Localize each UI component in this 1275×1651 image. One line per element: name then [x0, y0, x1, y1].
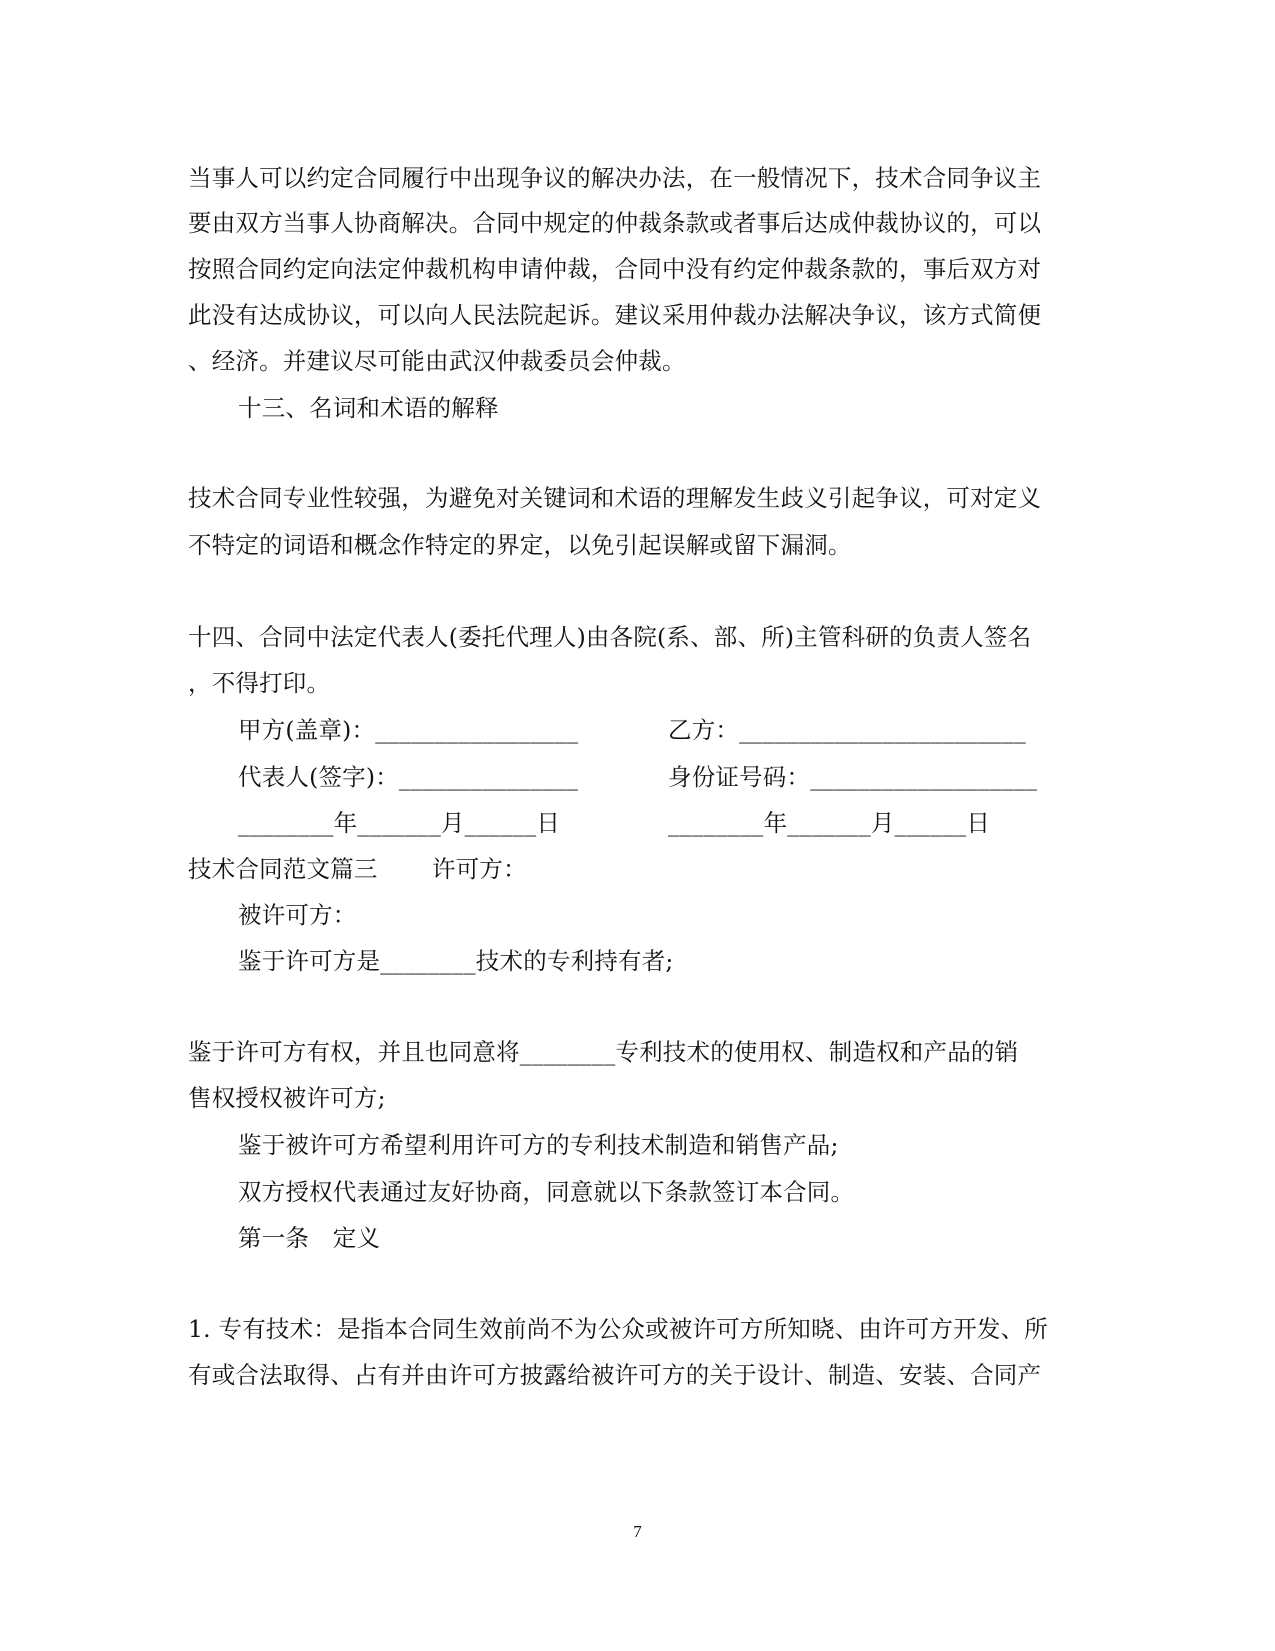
paragraph-line: 按照合同约定向法定仲裁机构申请仲裁，合同中没有约定仲裁条款的，事后双方对 [188, 255, 1042, 283]
signature-id-number: 身份证号码：___________________ [668, 763, 1038, 791]
paragraph-line: 技术合同专业性较强，为避免对关键词和术语的理解发生歧义引起争议，可对定义 [188, 484, 1042, 512]
paragraph-line: 不特定的词语和概念作特定的界定，以免引起误解或留下漏洞。 [188, 531, 852, 559]
section-heading-13: 十三、名词和术语的解释 [238, 394, 499, 422]
paragraph-line: 鉴于许可方有权，并且也同意将________专利技术的使用权、制造权和产品的销 [188, 1038, 1019, 1066]
licensee-label: 被许可方： [238, 901, 357, 929]
signature-party-a: 甲方(盖章)：_________________ [238, 716, 579, 744]
paragraph-line: 有或合法取得、占有并由许可方披露给被许可方的关于设计、制造、安装、合同产 [188, 1361, 1042, 1389]
signature-representative: 代表人(签字)：_______________ [238, 763, 579, 791]
paragraph-line: ，不得打印。 [188, 669, 331, 697]
paragraph-line: 、经济。并建议尽可能由武汉仲裁委员会仲裁。 [188, 347, 686, 375]
agreement-clause: 双方授权代表通过友好协商，同意就以下条款签订本合同。 [238, 1178, 855, 1206]
paragraph-line: 售权授权被许可方; [188, 1084, 386, 1112]
paragraph-line: 1. 专有技术：是指本合同生效前尚不为公众或被许可方所知晓、由许可方开发、所 [188, 1315, 1048, 1343]
signature-party-b: 乙方：________________________ [668, 716, 1026, 744]
paragraph-line: 此没有达成协议，可以向人民法院起诉。建议采用仲裁办法解决争议，该方式简便 [188, 301, 1042, 329]
section-3-title: 技术合同范文篇三 [188, 855, 378, 883]
paragraph-line: 十四、合同中法定代表人(委托代理人)由各院(系、部、所)主管科研的负责人签名 [188, 623, 1032, 651]
signature-date-right: ________年_______月______日 [668, 809, 991, 837]
page-number: 7 [633, 1522, 642, 1541]
whereas-clause: 鉴于被许可方希望利用许可方的专利技术制造和销售产品; [238, 1131, 839, 1159]
licensor-label: 许可方： [432, 855, 527, 883]
signature-date-left: ________年_______月______日 [238, 809, 561, 837]
paragraph-line: 要由双方当事人协商解决。合同中规定的仲裁条款或者事后达成仲裁协议的，可以 [188, 209, 1042, 237]
article-1-heading: 第一条 定义 [238, 1224, 381, 1252]
whereas-clause: 鉴于许可方是________技术的专利持有者; [238, 947, 674, 975]
paragraph-line: 当事人可以约定合同履行中出现争议的解决办法，在一般情况下，技术合同争议主 [188, 164, 1042, 192]
